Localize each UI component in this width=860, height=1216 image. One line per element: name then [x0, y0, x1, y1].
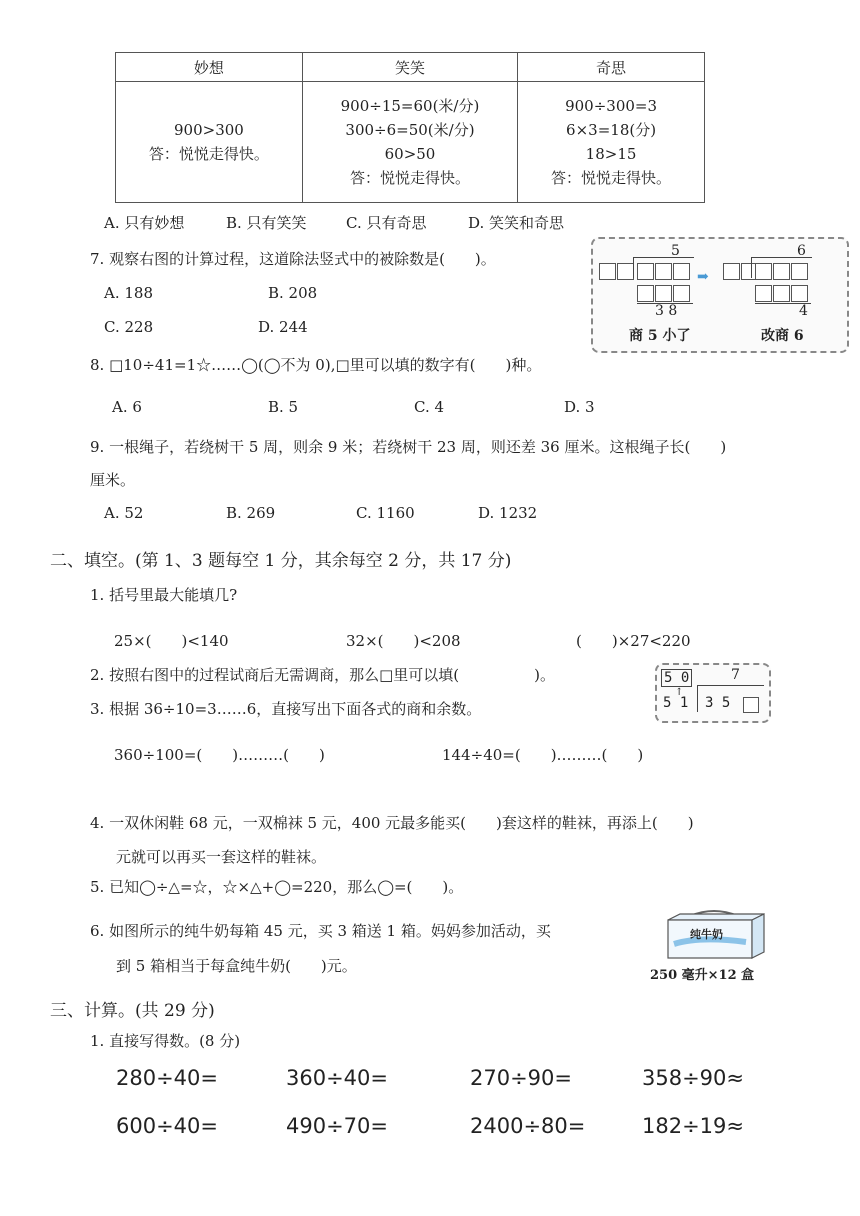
cell-miaoxiang [116, 82, 303, 203]
section-3-title: 三、计算。(共 29 分) [50, 1001, 215, 1021]
line: 900÷300=3 [565, 97, 658, 115]
calc-r2-c1: 600÷40= [116, 1114, 218, 1138]
solution-comparison-table [115, 52, 705, 203]
up-arrow-icon: ↑ [675, 687, 684, 698]
q6-option-b[interactable]: B. 只有笑笑 [226, 214, 307, 232]
header-qisi: 奇思 [518, 53, 705, 82]
caption-right: 改商 6 [761, 328, 804, 344]
q9-option-b[interactable]: B. 269 [226, 504, 276, 522]
q7-option-c[interactable]: C. 228 [104, 318, 154, 336]
s3-question-1: 1. 直接写得数。(8 分) [90, 1032, 241, 1050]
s2-question-2: 2. 按照右图中的过程试商后无需调商，那么□里可以填( )。 [90, 666, 555, 684]
cell-xiaoxiao [302, 82, 517, 203]
figure-dividend: 3 5 [705, 695, 731, 711]
q7-option-a[interactable]: A. 188 [104, 284, 153, 302]
remainder-right: 4 [799, 303, 808, 319]
header-xiaoxiao: 笑笑 [302, 53, 517, 82]
s2-q1-item-3: ( )×27<220 [576, 632, 691, 650]
s2-question-4-line1: 4. 一双休闲鞋 68 元，一双棉袜 5 元，400 元最多能买( )套这样的鞋袜，再添上( ) [90, 814, 694, 832]
quotient-right: 6 [797, 243, 806, 259]
line: 答：悦悦走得快。 [349, 169, 470, 187]
calc-r2-c2: 490÷70= [286, 1114, 388, 1138]
s2-question-5: 5. 已知◯÷△=☆，☆×△+◯=220，那么◯=( )。 [90, 878, 464, 896]
s2-q3-item-2: 144÷40=( )………( ) [442, 746, 644, 764]
blank-box [743, 695, 760, 713]
line: 答：悦悦走得快。 [148, 145, 269, 163]
line: 300÷6=50(米/分) [345, 121, 475, 139]
q8-option-c[interactable]: C. 4 [414, 398, 445, 416]
milk-label: 纯牛奶 [690, 928, 723, 941]
question-9-line1: 9. 一根绳子，若绕树干 5 周，则余 9 米；若绕树干 23 周，则还差 36 厘米。这根绳子长( ) [90, 438, 727, 456]
milk-box-icon [660, 908, 768, 960]
q6-option-c[interactable]: C. 只有奇思 [346, 214, 427, 232]
q9-option-c[interactable]: C. 1160 [356, 504, 415, 522]
milk-caption: 250 毫升×12 盒 [650, 968, 755, 983]
line: 900>300 [174, 121, 244, 139]
cell-qisi [518, 82, 705, 203]
s2-question-1: 1. 括号里最大能填几? [90, 586, 238, 604]
remainder-left: 3 8 [655, 303, 678, 319]
question-7: 7. 观察右图的计算过程，这道除法竖式中的被除数是( )。 [90, 250, 496, 268]
s2-q1-item-2: 32×( )<208 [346, 632, 461, 650]
product-boxes-right [755, 283, 809, 302]
q6-option-a[interactable]: A. 只有妙想 [104, 214, 185, 232]
s2-question-4-line2: 元就可以再买一套这样的鞋袜。 [116, 848, 327, 866]
q6-option-d[interactable]: D. 笑笑和奇思 [468, 214, 565, 232]
rounded-divisor: 5 0 [661, 669, 692, 687]
division-process-figure [591, 237, 849, 353]
caption-left: 商 5 小了 [629, 328, 691, 344]
divisor-boxes-left [599, 261, 635, 280]
q9-option-a[interactable]: A. 52 [104, 504, 144, 522]
calc-r2-c4: 182÷19≈ [642, 1114, 744, 1138]
calc-r1-c3: 270÷90= [470, 1066, 572, 1090]
header-miaoxiang: 妙想 [116, 53, 303, 82]
calc-r1-c4: 358÷90≈ [642, 1066, 744, 1090]
line: 18>15 [585, 145, 637, 163]
figure-quotient: 7 [731, 667, 740, 683]
figure-divisor: 5 1 [663, 695, 689, 711]
section-2-title: 二、填空。(第 1、3 题每空 1 分，其余每空 2 分，共 17 分) [50, 551, 512, 571]
trial-quotient-figure [655, 663, 771, 723]
s2-question-6-line2: 到 5 箱相当于每盒纯牛奶( )元。 [116, 957, 357, 975]
dividend-boxes-left [637, 261, 691, 280]
s2-question-6-line1: 6. 如图所示的纯牛奶每箱 45 元，买 3 箱送 1 箱。妈妈参加活动，买 [90, 922, 551, 940]
line: 900÷15=60(米/分) [340, 97, 480, 115]
calc-r1-c1: 280÷40= [116, 1066, 218, 1090]
s2-q1-item-1: 25×( )<140 [114, 632, 229, 650]
q9-option-d[interactable]: D. 1232 [478, 504, 538, 522]
line: 60>50 [384, 145, 436, 163]
q8-option-b[interactable]: B. 5 [268, 398, 299, 416]
product-boxes-left [637, 283, 691, 302]
line: 答：悦悦走得快。 [551, 169, 672, 187]
calc-r1-c2: 360÷40= [286, 1066, 388, 1090]
dividend-boxes-right [755, 261, 809, 280]
q8-option-d[interactable]: D. 3 [564, 398, 595, 416]
q7-option-d[interactable]: D. 244 [258, 318, 308, 336]
line: 6×3=18(分) [566, 121, 657, 139]
s2-q3-item-1: 360÷100=( )………( ) [114, 746, 325, 764]
quotient-left: 5 [671, 243, 680, 259]
arrow-icon: ➡ [697, 269, 709, 285]
s2-question-3: 3. 根据 36÷10=3……6，直接写出下面各式的商和余数。 [90, 700, 482, 718]
q8-option-a[interactable]: A. 6 [112, 398, 142, 416]
q7-option-b[interactable]: B. 208 [268, 284, 318, 302]
question-8: 8. □10÷41=1☆……◯(◯不为 0),□里可以填的数字有( )种。 [90, 356, 542, 374]
question-9-line2: 厘米。 [90, 471, 136, 489]
calc-r2-c3: 2400÷80= [470, 1114, 586, 1138]
